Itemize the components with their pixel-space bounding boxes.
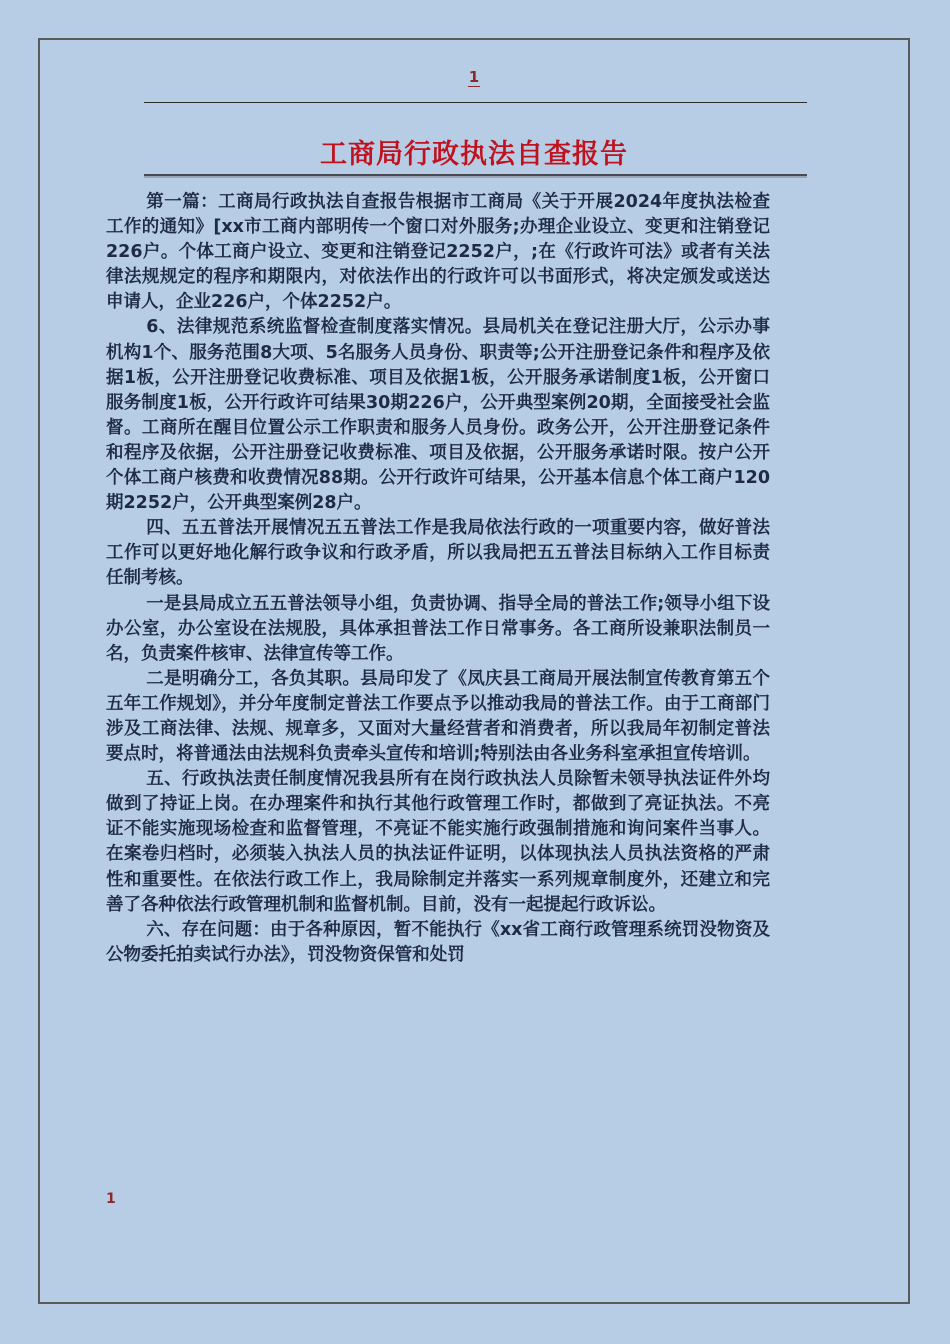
paragraph-1: 第一篇：工商局行政执法自查报告根据市工商局《关于开展2024年度执法检查工作的通知》[xx市工商内部明传一个窗口对外服务;办理企业设立、变更和注销登记226户。个体工商户设立、变更和注销登记2252户，;在《行政许可法》或者有关法律法规规定的程序和期限内，对依法作出的行政许可以书面形式，将决定颁发或送达申请人，企业226户，个体2252户。 [106,192,770,313]
paragraph-4: 一是县局成立五五普法领导小组，负责协调、指导全局的普法工作;领导小组下设办公室，办公室设在法规股，具体承担普法工作日常事务。各工商所设兼职法制员一名，负责案件核审、法律宣传等工作。 [106,593,770,664]
title-divider [144,174,807,176]
header-divider [144,102,807,103]
footer-page-number: 1 [106,1191,116,1207]
paragraph-5: 二是明确分工，各负其职。县局印发了《凤庆县工商局开展法制宣传教育第五个五年工作规划》，并分年度制定普法工作要点予以推动我局的普法工作。由于工商部门涉及工商法律、法规、规章多，又面对大量经营者和消费者，所以我局年初制定普法要点时，将普通法由法规科负责牵头宣传和培训;特别法由各业务科室承担宣传培训。 [106,668,770,765]
paragraph-6: 五、行政执法责任制度情况我县所有在岗行政执法人员除暂未领导执法证件外均做到了持证上岗。在办理案件和执行其他行政管理工作时，都做到了亮证执法。不亮证不能实施现场检查和监督管理，不亮证不能实施行政强制措施和询问案件当事人。在案卷归档时，必须装入执法人员的执法证件证明，以体现执法人员执法资格的严肃性和重要性。在依法行政工作上，我局除制定并落实一系列规章制度外，还建立和完善了各种依法行政管理机制和监督机制。目前，没有一起提起行政诉讼。 [106,769,770,915]
paragraph-7: 六、存在问题：由于各种原因，暂不能执行《xx省工商行政管理系统罚没物资及公物委托拍卖试行办法》，罚没物资保管和处罚 [106,919,770,965]
document-title: 工商局行政执法自查报告 [320,139,628,170]
document-body [106,190,770,968]
header-page-number: 1 [468,68,480,86]
paragraph-3: 四、五五普法开展情况五五普法工作是我局依法行政的一项重要内容，做好普法工作可以更好地化解行政争议和行政矛盾，所以我局把五五普法目标纳入工作目标责任制考核。 [106,518,770,589]
paragraph-2: 6、法律规范系统监督检查制度落实情况。县局机关在登记注册大厅，公示办事机构1个、服务范围8大项、5名服务人员身份、职责等;公开注册登记条件和程序及依据1板，公开注册登记收费标准、项目及依据1板，公开服务承诺制度1板，公开窗口服务制度1板，公开行政许可结果30期226户，公开典型案例20期，全面接受社会监督。工商所在醒目位置公示工作职责和服务人员身份。政务公开，公开注册登记条件和程序及依据，公开注册登记收费标准、项目及依据，公开服务承诺时限。按户公开个体工商户核费和收费情况88期。公开行政许可结果，公开基本信息个体工商户120期2252户，公开典型案例28户。 [106,317,770,514]
